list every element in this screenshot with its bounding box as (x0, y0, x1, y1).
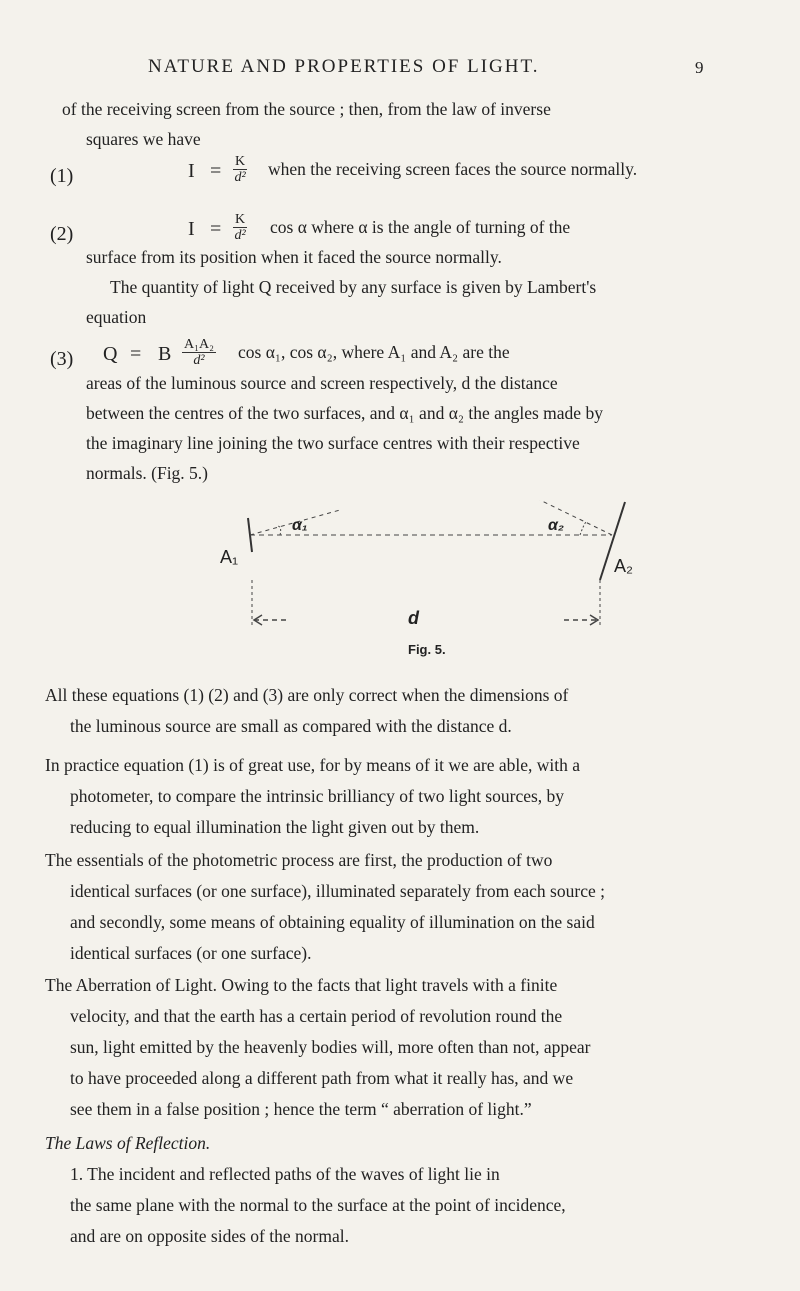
equation-2-text: cos α where α is the angle of turning of the (270, 217, 571, 237)
equation-3-equals: = (130, 343, 142, 365)
equation-2-number: (2) (50, 223, 74, 245)
lambert-line-1: The quantity of light Q received by any surface is given by Lambert's (110, 277, 597, 297)
paragraph-3 (45, 845, 605, 969)
equation-3-cont-1: areas of the luminous source and screen respectively, d the distance (86, 373, 558, 393)
paragraph-4-line-1: The Aberration of Light. Owing to the facts that light travels with a finite (45, 975, 558, 995)
equation-2-equals: = (210, 218, 222, 240)
equation-2-numerator: K (235, 212, 246, 227)
paragraph-5 (45, 1128, 566, 1252)
equation-2-fraction (233, 212, 247, 243)
equation-2-continuation: surface from its position when it faced the source normally. (86, 247, 502, 267)
equation-3-denominator: d² (193, 353, 205, 368)
paragraph-4-line-4: to have proceeded along a different path from what it really has, and we (70, 1068, 574, 1088)
equation-1-denominator: d² (234, 170, 246, 185)
label-a1-angle: α₁ (292, 517, 308, 534)
paragraph-4-line-2: velocity, and that the earth has a certain period of revolution round the (70, 1006, 563, 1026)
lambert-line-2: equation (86, 307, 147, 327)
paragraph-4-line-3: sun, light emitted by the heavenly bodies will, more often than not, appear (70, 1037, 591, 1057)
label-screen-a2: A₂ (614, 556, 633, 576)
paragraph-2 (45, 750, 580, 843)
paragraph-5-line-2: 1. The incident and reflected paths of the waves of light lie in (70, 1164, 500, 1184)
paragraph-5-line-4: and are on opposite sides of the normal. (70, 1226, 349, 1246)
label-source-a1: A₁ (220, 547, 239, 567)
paragraph-5-line-3: the same plane with the normal to the surface at the point of incidence, (70, 1195, 566, 1215)
running-header: NATURE AND PROPERTIES OF LIGHT. (148, 56, 540, 77)
page-number: 9 (695, 58, 704, 77)
equation-3-cont-4: normals. (Fig. 5.) (86, 463, 209, 483)
equation-1-fraction (233, 154, 247, 185)
paragraph-3-line-3: and secondly, some means of obtaining equality of illumination on the said (70, 912, 595, 932)
paragraph-3-line-4: identical surfaces (or one surface). (70, 943, 312, 963)
equation-1-lhs: I (188, 160, 195, 182)
paragraph-2-line-1: In practice equation (1) is of great use, for by means of it we are able, with a (45, 755, 580, 775)
equation-3-cont-3: the imaginary line joining the two surface centres with their respective (86, 433, 580, 453)
angle-a1-arc (278, 526, 281, 535)
paragraph-4-line-5: see them in a false position ; hence the term “ aberration of light.” (70, 1099, 532, 1119)
label-distance-d: d (408, 608, 419, 628)
equation-1-numerator: K (235, 154, 246, 169)
equation-1-text: when the receiving screen faces the source normally. (268, 159, 638, 179)
equation-3-lhs: Q (103, 343, 118, 365)
label-a2-angle: α₂ (548, 517, 565, 534)
figure-caption: Fig. 5. (408, 642, 446, 657)
paragraph-3-line-2: identical surfaces (or one surface), illuminated separately from each source ; (70, 881, 605, 901)
paragraph-4 (45, 970, 591, 1125)
equation-2-lhs: I (188, 218, 195, 240)
paragraph-1 (45, 680, 568, 742)
equation-3-coefficient: B (158, 343, 172, 365)
paragraph-1-line-1: All these equations (1) (2) and (3) are only correct when the dimensions of (45, 685, 569, 705)
equation-3-number: (3) (50, 348, 74, 370)
equation-1-equals: = (210, 160, 222, 182)
equation-2-denominator: d² (234, 228, 246, 243)
equation-3-numerator: A₁A₂ (184, 337, 214, 352)
equation-1-number: (1) (50, 165, 74, 187)
paragraph-2-line-3: reducing to equal illumination the light given out by them. (70, 817, 480, 837)
paragraph-3-line-1: The essentials of the photometric process are first, the production of two (45, 850, 553, 870)
intro-line-2: squares we have (86, 129, 201, 149)
equation-3-text: cos α₁, cos α₂, where A₁ and A₂ are the (238, 342, 510, 362)
paragraph-2-line-2: photometer, to compare the intrinsic brilliancy of two light sources, by (70, 786, 565, 806)
paragraph-5-heading: The Laws of Reflection. (45, 1133, 211, 1153)
equation-3-cont-2: between the centres of the two surfaces, and α₁ and α₂ the angles made by (86, 403, 603, 423)
equation-3-fraction (182, 337, 216, 368)
paragraph-1-line-2: the luminous source are small as compared with the distance d. (70, 716, 512, 736)
angle-a2-arc (580, 522, 586, 535)
intro-line-1: of the receiving screen from the source ; then, from the law of inverse (62, 99, 551, 119)
